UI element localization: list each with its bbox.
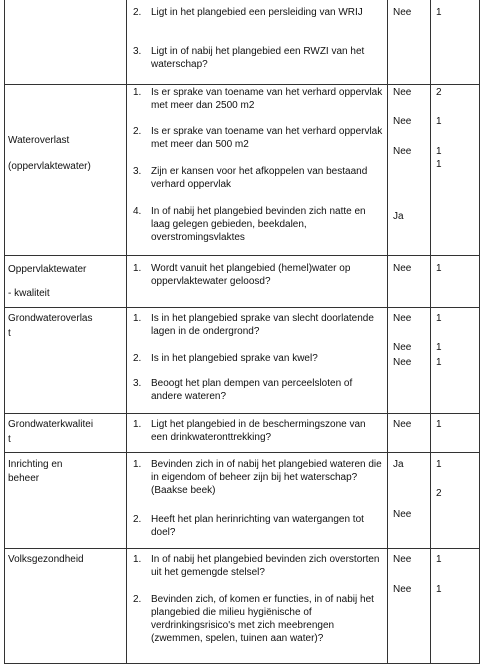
score-value: 1 <box>436 419 442 430</box>
question-text: Ligt in het plangebied een persleiding van WRIJ <box>151 7 363 18</box>
question-text: Ligt het plangebied in de beschermingszone van een drinkwateronttrekking? <box>151 419 366 443</box>
category-label: t <box>8 434 11 445</box>
question-number: 3. <box>133 166 142 177</box>
score-value: 2 <box>436 488 442 499</box>
score-value: 1 <box>436 159 442 170</box>
answer-value: Nee <box>393 357 412 368</box>
category-label: beheer <box>8 473 40 484</box>
answer-value: Nee <box>393 116 412 127</box>
answer-value: Ja <box>393 459 404 470</box>
question-number: 1. <box>133 419 142 430</box>
score-value: 1 <box>436 459 442 470</box>
score-value: 1 <box>436 7 442 18</box>
category-label: Grondwaterkwalitei <box>8 419 94 430</box>
score-value: 2 <box>436 87 442 98</box>
table-border-right <box>479 0 480 664</box>
answer-value: Nee <box>393 263 412 274</box>
category-label: Oppervlaktewater <box>8 264 87 275</box>
category-label: (oppervlaktewater) <box>8 161 91 172</box>
question-number: 2. <box>133 594 142 605</box>
score-value: 1 <box>436 263 442 274</box>
question-number: 1. <box>133 313 142 324</box>
table-divider-answer <box>430 0 431 664</box>
question-text: Is er sprake van toename van het verhard oppervlak met meer dan 500 m2 <box>151 126 383 150</box>
question-number: 2. <box>133 353 142 364</box>
question-text: Zijn er kansen voor het afkoppelen van bestaand verhard oppervlak <box>151 166 368 190</box>
table-border-bottom <box>4 663 480 664</box>
question-number: 3. <box>133 46 142 57</box>
answer-value: Nee <box>393 509 412 520</box>
score-value: 1 <box>436 584 442 595</box>
question-text: Is in het plangebied sprake van kwel? <box>151 353 318 364</box>
category-label: Inrichting en <box>8 459 63 470</box>
answer-value: Nee <box>393 146 412 157</box>
answer-value: Nee <box>393 87 412 98</box>
question-text: Is in het plangebied sprake van slecht doorlatende lagen in de ondergrond? <box>151 313 374 337</box>
question-text: In of nabij het plangebied bevinden zich natte en laag gelegen gebieden, beekdalen, overstromingsvlaktes <box>151 206 366 243</box>
table-divider-question <box>387 0 388 664</box>
question-number: 2. <box>133 126 142 137</box>
row-divider <box>4 548 480 549</box>
score-value: 1 <box>436 357 442 368</box>
question-text: Bevinden zich in of nabij het plangebied wateren die in eigendom of beheer zijn bij het waterschap? (Baakse beek) <box>151 459 382 496</box>
category-label: Volksgezondheid <box>8 554 84 565</box>
question-text: Heeft het plan herinrichting van watergangen tot doel? <box>151 514 364 538</box>
question-number: 1. <box>133 554 142 565</box>
category-label: Wateroverlast <box>8 135 70 146</box>
category-label: Grondwateroverlas <box>8 313 93 324</box>
question-text: Beoogt het plan dempen van perceelsloten of andere wateren? <box>151 378 353 402</box>
question-number: 3. <box>133 378 142 389</box>
question-number: 2. <box>133 514 142 525</box>
table-border-left <box>4 0 5 664</box>
question-text: Bevinden zich, of komen er functies, in of nabij het plangebied die milieu hygiënische of verdrinkingsrisico's met zich meebrengen (zwemmen, spelen, tuinen aan water)? <box>151 594 374 644</box>
row-divider <box>4 413 480 414</box>
score-value: 1 <box>436 554 442 565</box>
question-text: Wordt vanuit het plangebied (hemel)water op oppervlaktewater geloosd? <box>151 263 351 287</box>
question-number: 4. <box>133 206 142 217</box>
question-text: In of nabij het plangebied bevinden zich overstorten uit het gemengde stelsel? <box>151 554 380 578</box>
answer-value: Nee <box>393 313 412 324</box>
question-number: 1. <box>133 459 142 470</box>
score-value: 1 <box>436 342 442 353</box>
answer-value: Nee <box>393 554 412 565</box>
question-text: Ligt in of nabij het plangebied een RWZI van het waterschap? <box>151 46 365 70</box>
score-value: 1 <box>436 313 442 324</box>
answer-value: Nee <box>393 7 412 18</box>
row-divider <box>4 255 480 256</box>
question-number: 1. <box>133 263 142 274</box>
category-label: t <box>8 328 11 339</box>
question-number: 1. <box>133 87 142 98</box>
question-number: 2. <box>133 7 142 18</box>
answer-value: Nee <box>393 419 412 430</box>
answer-value: Ja <box>393 211 404 222</box>
answer-value: Nee <box>393 342 412 353</box>
score-value: 1 <box>436 116 442 127</box>
answer-value: Nee <box>393 584 412 595</box>
question-text: Is er sprake van toename van het verhard oppervlak met meer dan 2500 m2 <box>151 87 383 111</box>
row-divider <box>4 307 480 308</box>
row-divider <box>4 84 480 85</box>
category-label: - kwaliteit <box>8 288 50 299</box>
row-divider <box>4 452 480 453</box>
score-value: 1 <box>436 146 442 157</box>
